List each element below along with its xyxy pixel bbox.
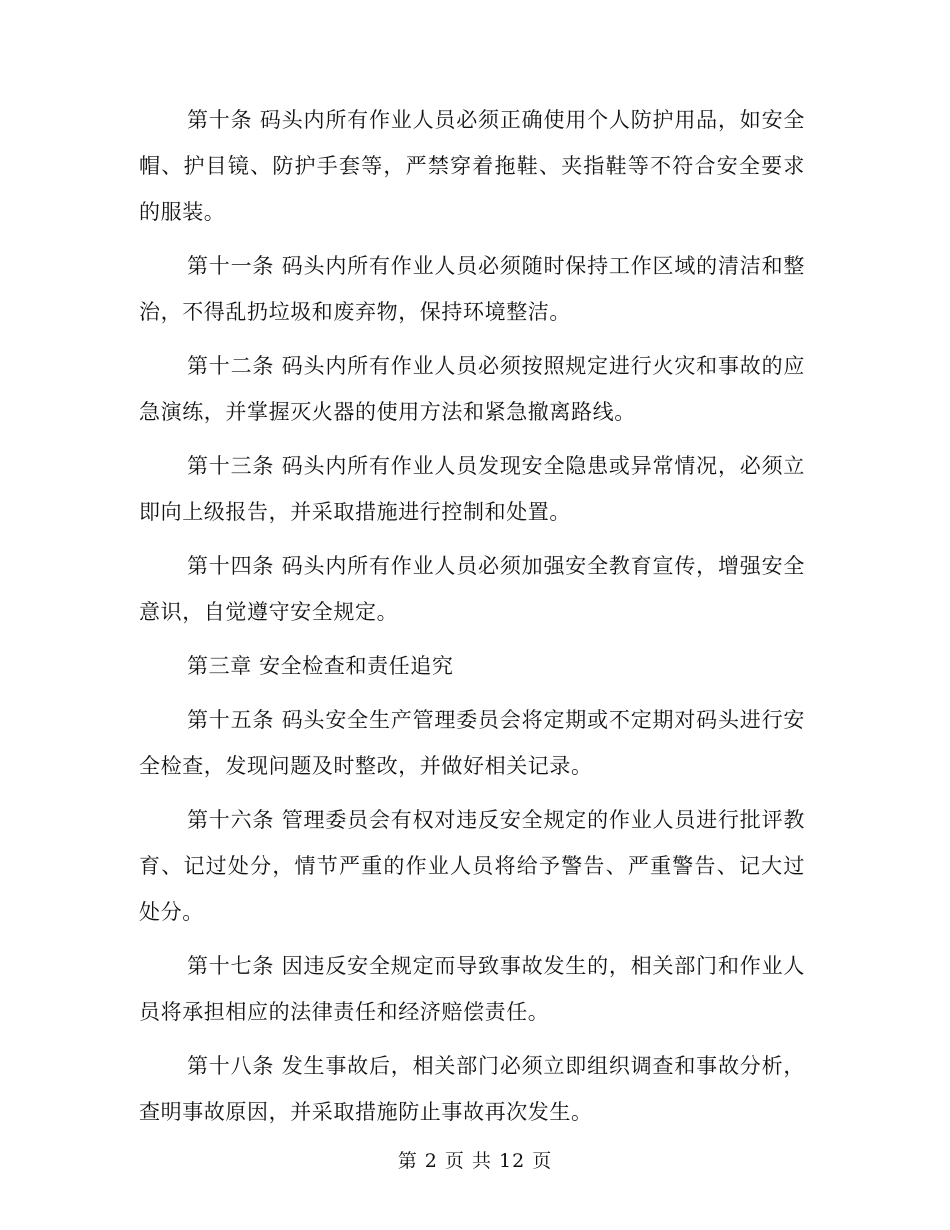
article-16: 第十六条 管理委员会有权对违反安全规定的作业人员进行批评教育、记过处分，情节严重的作业人员将给予警告、严重警告、记大过处分。 (139, 808, 805, 924)
chapter-3-heading: 第三章 安全检查和责任追究 (187, 654, 454, 678)
article-13: 第十三条 码头内所有作业人员发现安全隐患或异常情况，必须立即向上级报告，并采取措施进行控制和处置。 (139, 454, 805, 524)
article-12: 第十二条 码头内所有作业人员必须按照规定进行火灾和事故的应急演练，并掌握灭火器的使用方法和紧急撤离路线。 (139, 354, 805, 424)
article-14: 第十四条 码头内所有作业人员必须加强安全教育宣传，增强安全意识，自觉遵守安全规定。 (139, 554, 805, 624)
article-17: 第十七条 因违反安全规定而导致事故发生的，相关部门和作业人员将承担相应的法律责任和经济赔偿责任。 (139, 954, 805, 1024)
document-body (139, 97, 805, 1143)
article-11: 第十一条 码头内所有作业人员必须随时保持工作区域的清洁和整治，不得乱扔垃圾和废弃物，保持环境整洁。 (139, 254, 805, 324)
page-number-footer: 第 2 页 共 12 页 (397, 1150, 553, 1172)
article-15: 第十五条 码头安全生产管理委员会将定期或不定期对码头进行安全检查，发现问题及时整改，并做好相关记录。 (139, 708, 805, 778)
article-18: 第十八条 发生事故后，相关部门必须立即组织调查和事故分析，查明事故原因，并采取措施防止事故再次发生。 (139, 1054, 805, 1124)
article-10: 第十条 码头内所有作业人员必须正确使用个人防护用品，如安全帽、护目镜、防护手套等，严禁穿着拖鞋、夹指鞋等不符合安全要求的服装。 (139, 108, 805, 224)
